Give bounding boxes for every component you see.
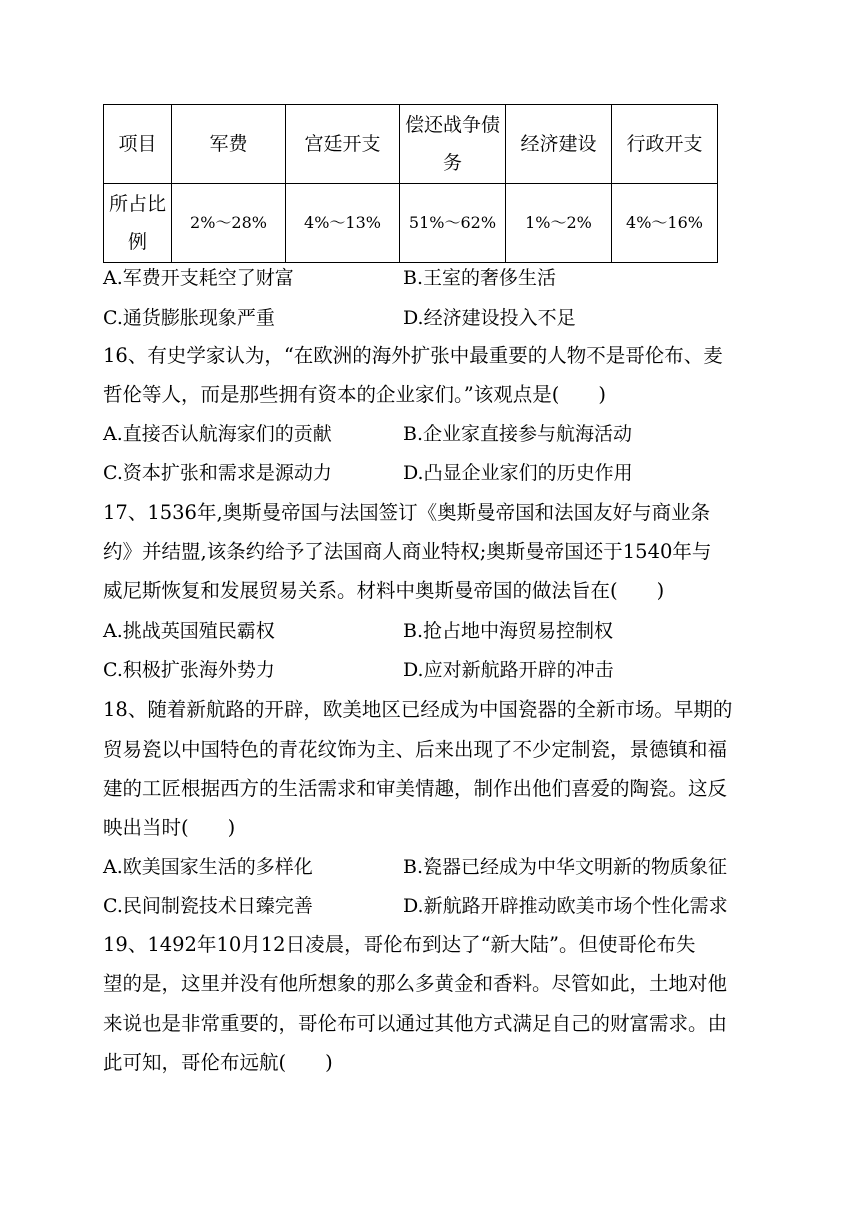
q18-option-a: A.欧美国家生活的多样化 xyxy=(103,856,313,878)
q17-stem-line: 约》并结盟,该条约给予了法国商人商业特权;奥斯曼帝国还于1540年与 xyxy=(103,540,712,563)
q18-stem-line: 贸易瓷以中国特色的青花纹饰为主、后来出现了不少定制瓷，景德镇和福 xyxy=(103,738,728,761)
q18-stem-line: 建的工匠根据西方的生活需求和审美情趣，制作出他们喜爱的陶瓷。这反 xyxy=(103,777,728,800)
budget-table xyxy=(103,104,718,263)
q16-stem-line: 哲伦等人，而是那些拥有资本的企业家们。”该观点是( ) xyxy=(103,383,606,406)
q17-option-b: B.抢占地中海贸易控制权 xyxy=(403,620,614,642)
q17-option-c: C.积极扩张海外势力 xyxy=(103,659,275,681)
q18-option-c: C.民间制瓷技术日臻完善 xyxy=(103,895,313,917)
table-header-cell: 经济建设 xyxy=(506,105,612,184)
q18-option-d: D.新航路开辟推动欧美市场个性化需求 xyxy=(403,895,728,917)
q19-stem-line: 来说也是非常重要的，哥伦布可以通过其他方式满足自己的财富需求。由 xyxy=(103,1012,728,1035)
table-header-cell: 宫廷开支 xyxy=(286,105,400,184)
table-header-cell: 军费 xyxy=(172,105,286,184)
table-header-cell: 行政开支 xyxy=(612,105,718,184)
table-header-cell: 偿还战争债务 xyxy=(400,105,506,184)
q16-stem-line: 16、有史学家认为，“在欧洲的海外扩张中最重要的人物不是哥伦布、麦 xyxy=(103,344,723,367)
q17-stem-line: 威尼斯恢复和发展贸易关系。材料中奥斯曼帝国的做法旨在( ) xyxy=(103,579,665,602)
table-cell: 4%～16% xyxy=(612,184,718,263)
q18-stem-line: 18、随着新航路的开辟，欧美地区已经成为中国瓷器的全新市场。早期的 xyxy=(103,698,733,721)
q15-option-b: B.王室的奢侈生活 xyxy=(403,267,557,289)
table-cell: 51%～62% xyxy=(400,184,506,263)
q17-stem-line: 17、1536年,奥斯曼帝国与法国签订《奥斯曼帝国和法国友好与商业条 xyxy=(103,501,711,524)
q16-option-c: C.资本扩张和需求是源动力 xyxy=(103,462,332,484)
q17-option-a: A.挑战英国殖民霸权 xyxy=(103,620,275,642)
q18-option-b: B.瓷器已经成为中华文明新的物质象征 xyxy=(403,856,728,878)
q19-stem-line: 望的是，这里并没有他所想象的那么多黄金和香料。尽管如此，土地对他 xyxy=(103,972,728,995)
q15-option-d: D.经济建设投入不足 xyxy=(403,307,576,329)
q18-stem-line: 映出当时( ) xyxy=(103,816,236,839)
table-header-row xyxy=(104,105,718,184)
q16-option-b: B.企业家直接参与航海活动 xyxy=(403,423,633,445)
table-cell: 4%～13% xyxy=(286,184,400,263)
q15-option-c: C.通货膨胀现象严重 xyxy=(103,307,275,329)
table-header-cell: 项目 xyxy=(104,105,172,184)
table-cell: 1%～2% xyxy=(506,184,612,263)
q15-option-a: A.军费开支耗空了财富 xyxy=(103,267,294,289)
q16-option-a: A.直接否认航海家们的贡献 xyxy=(103,423,332,445)
q17-option-d: D.应对新航路开辟的冲击 xyxy=(403,659,614,681)
table-row-label: 所占比例 xyxy=(104,184,172,263)
q19-stem-line: 此可知，哥伦布远航( ) xyxy=(103,1051,333,1074)
q16-option-d: D.凸显企业家们的历史作用 xyxy=(403,462,633,484)
table-row xyxy=(104,184,718,263)
q19-stem-line: 19、1492年10月12日凌晨，哥伦布到达了“新大陆”。但使哥伦布失 xyxy=(103,933,696,956)
table-cell: 2%～28% xyxy=(172,184,286,263)
